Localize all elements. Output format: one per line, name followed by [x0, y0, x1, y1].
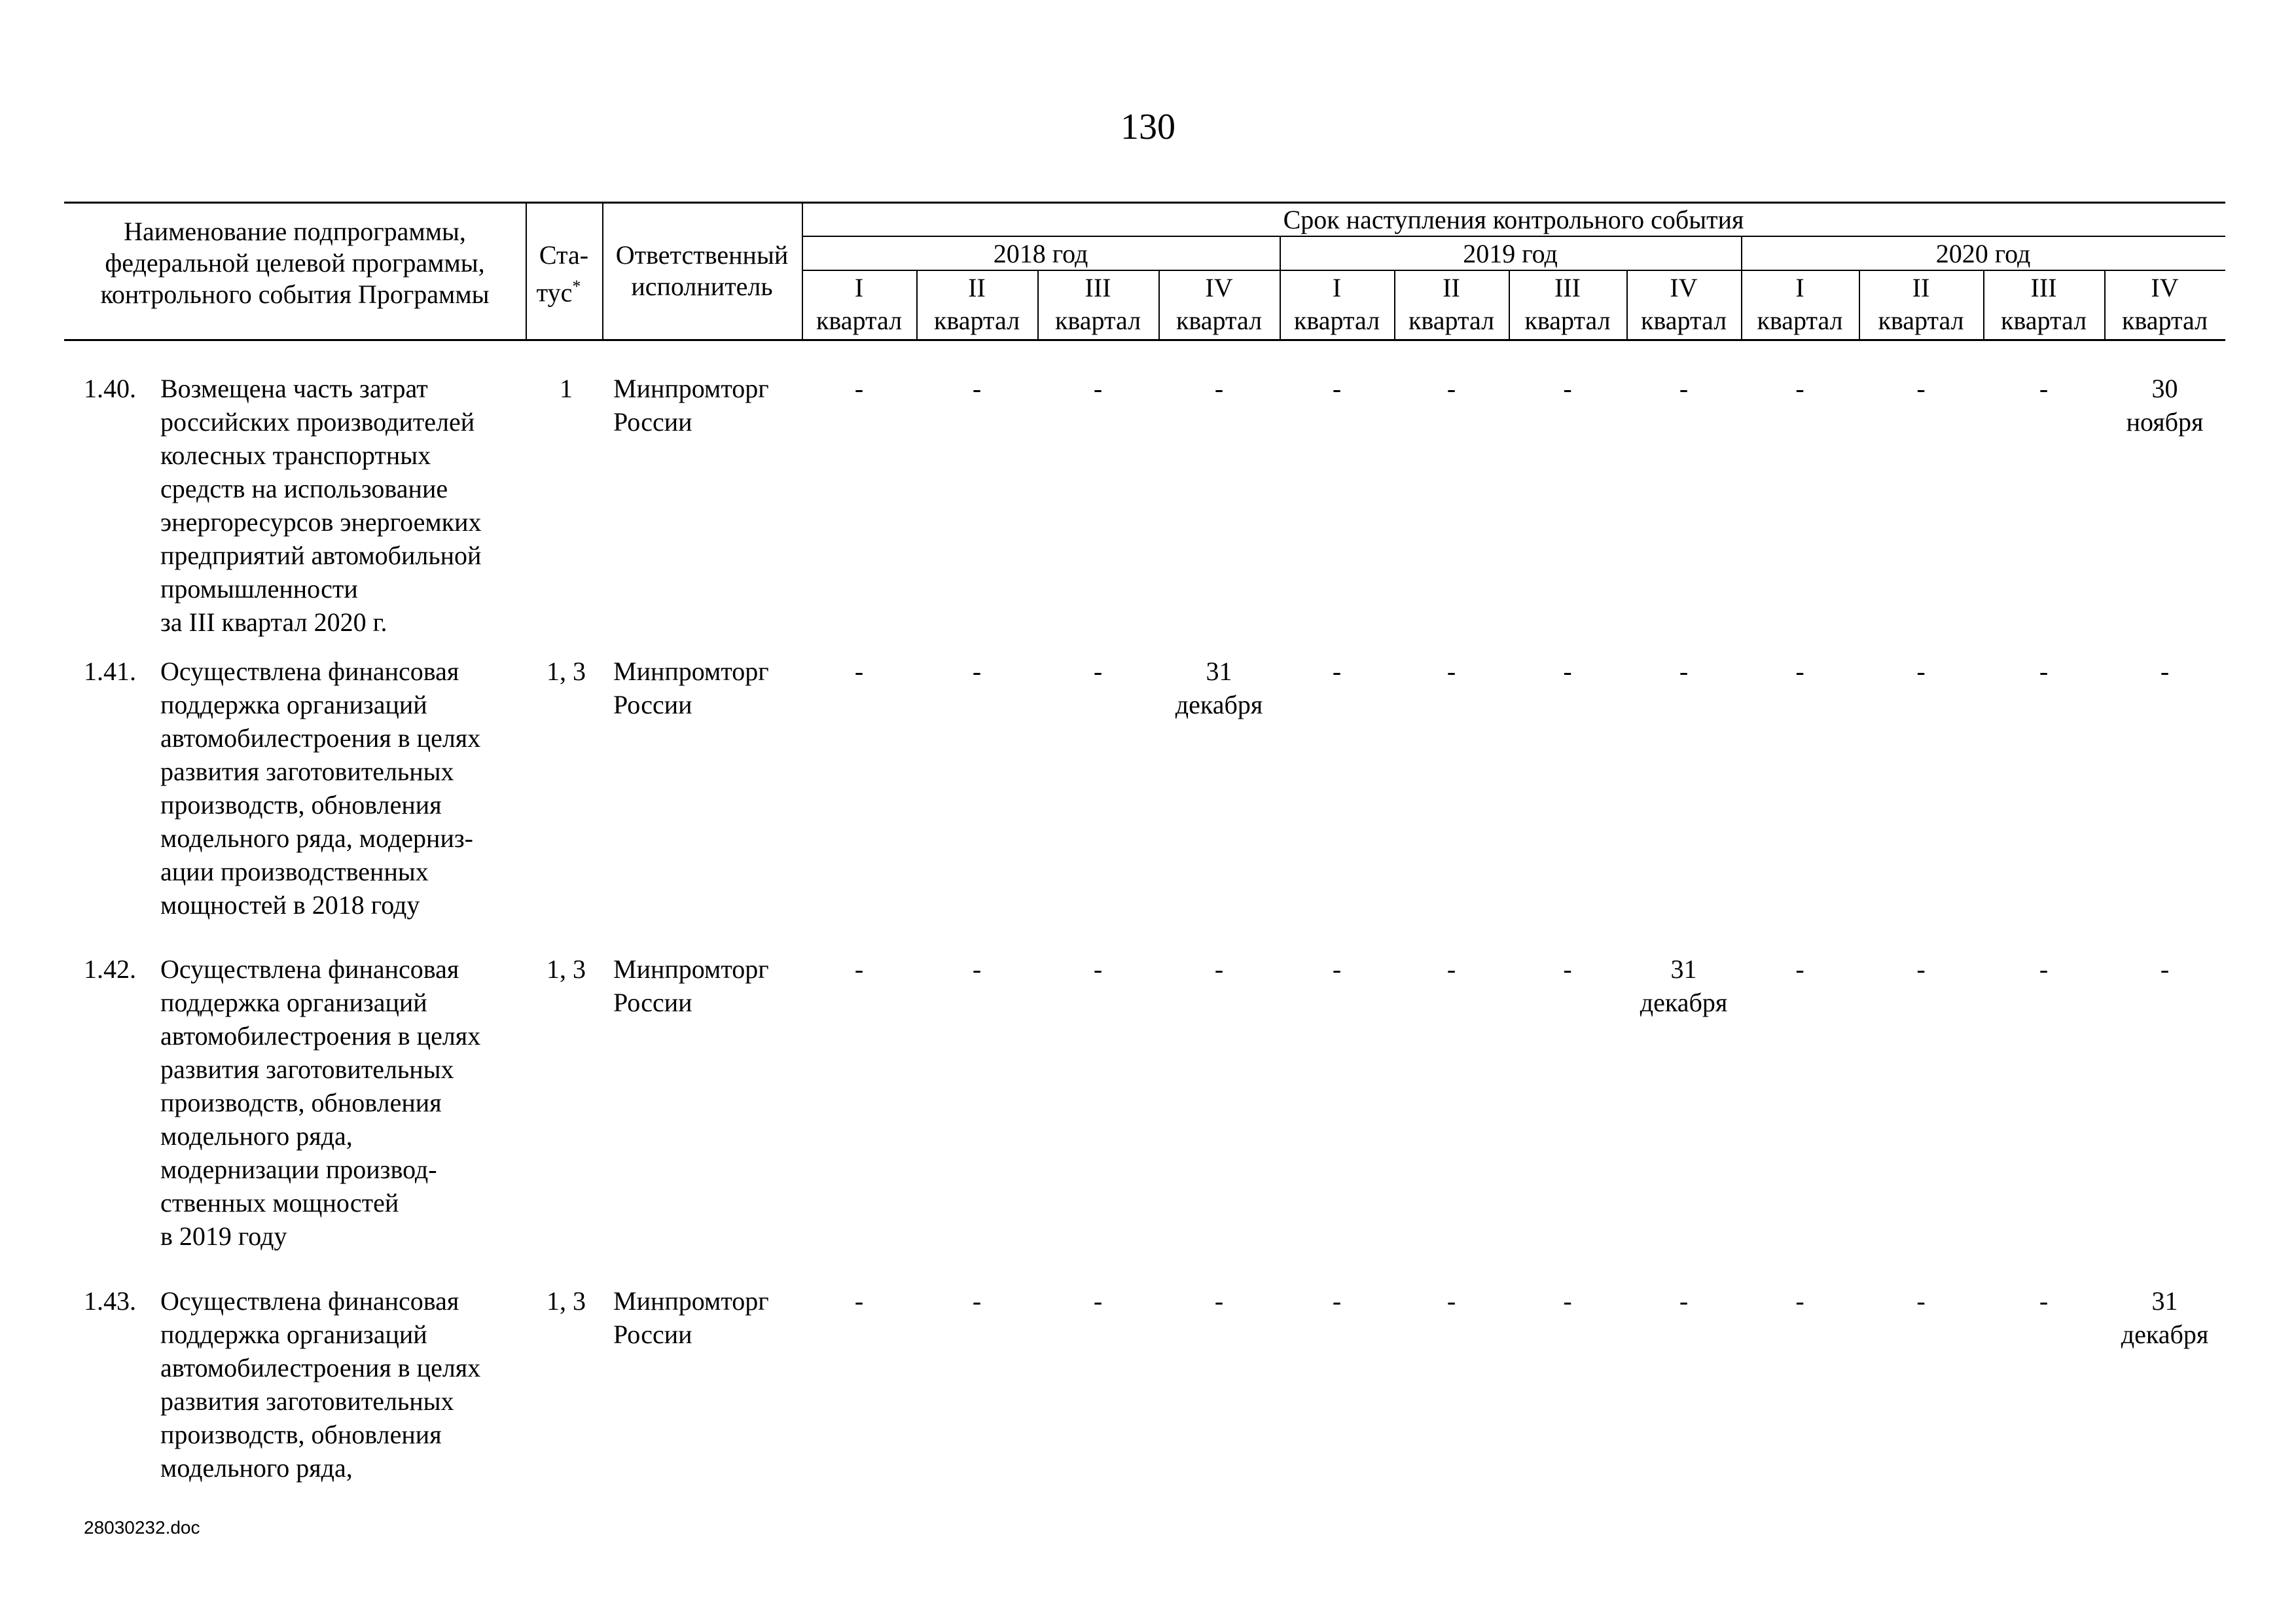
table-header — [0, 0, 2296, 353]
quarter-cell — [1509, 655, 1626, 688]
quarter-cell-line: - — [1332, 374, 1342, 403]
quarter-numeral: II — [968, 273, 986, 302]
event-title-line: поддержка организаций — [160, 1320, 427, 1349]
quarter-numeral: I — [1332, 273, 1342, 302]
event-title-line: автомобилестроения в целях — [160, 723, 481, 753]
quarter-cell-line: - — [854, 954, 864, 984]
quarter-cell — [2104, 372, 2225, 439]
table-header-bottom-rule — [64, 339, 2225, 341]
quarter-cell — [802, 952, 916, 986]
event-executor-line: России — [613, 407, 692, 437]
quarter-cell — [1626, 1284, 1741, 1318]
col-status-header: Ста- — [539, 240, 589, 270]
quarter-cell-line: декабря — [1175, 690, 1263, 719]
page-number: 130 — [1121, 107, 1175, 147]
quarter-cell-line: - — [1795, 954, 1804, 984]
quarter-cell-line: 30 — [2151, 374, 2178, 403]
quarter-cell-line: декабря — [1640, 988, 1728, 1017]
quarter-cell — [916, 952, 1037, 986]
event-title-line: автомобилестроения в целях — [160, 1021, 481, 1051]
quarter-cell — [1158, 372, 1280, 405]
event-title-line: развития заготовительных — [160, 1055, 454, 1084]
quarter-cell — [1509, 372, 1626, 405]
table-top-rule — [64, 202, 2225, 204]
event-title-line: российских производителей — [160, 407, 475, 437]
event-status: 1 — [560, 374, 573, 403]
quarter-label: квартал — [1054, 306, 1141, 335]
event-title-line: ации производственных — [160, 857, 429, 886]
quarter-cell — [1158, 952, 1280, 986]
quarter-cell — [1394, 372, 1509, 405]
quarter-cell — [1983, 1284, 2104, 1318]
quarter-cell — [1859, 655, 1983, 688]
quarter-cell-line: - — [1214, 1286, 1224, 1316]
col-status-header: тус* — [536, 277, 581, 308]
quarter-cell — [1741, 952, 1859, 986]
quarter-cell — [802, 655, 916, 688]
quarter-cell — [1280, 1284, 1394, 1318]
quarter-cell — [1037, 372, 1158, 405]
quarter-cell-line: - — [1214, 374, 1224, 403]
event-executor — [613, 952, 810, 1019]
quarter-cell-line: - — [1093, 1286, 1103, 1316]
quarter-cell-line: - — [1563, 1286, 1572, 1316]
quarter-numeral: III — [1554, 273, 1581, 302]
quarter-cell-line: - — [1332, 954, 1342, 984]
event-status: 1, 3 — [547, 954, 586, 984]
quarter-cell-line: - — [2039, 374, 2049, 403]
quarter-cell — [1509, 1284, 1626, 1318]
event-title-line: модернизации производ- — [160, 1155, 437, 1184]
quarter-cell — [1280, 655, 1394, 688]
event-title-line: поддержка организаций — [160, 690, 427, 719]
quarter-cell-line: - — [1563, 657, 1572, 686]
event-title-line: модельного ряда, — [160, 1453, 353, 1483]
event-title-line: в 2019 году — [160, 1221, 287, 1251]
quarter-label: квартал — [933, 306, 1020, 335]
event-executor-line: Минпромторг — [613, 374, 769, 403]
event-title-line: промышленности — [160, 574, 358, 604]
event-title — [160, 372, 514, 639]
event-title-line: Осуществлена финансовая — [160, 954, 459, 984]
quarter-cell-line: 31 — [1670, 954, 1697, 984]
quarter-cell — [1037, 952, 1158, 986]
quarter-cell-line: - — [1446, 1286, 1456, 1316]
quarter-label: квартал — [1524, 306, 1611, 335]
event-title-line: модельного ряда, — [160, 1121, 353, 1151]
quarter-label: квартал — [1408, 306, 1495, 335]
quarter-cell — [1626, 655, 1741, 688]
quarter-cell-line: - — [1093, 374, 1103, 403]
quarter-cell-line: - — [2160, 657, 2170, 686]
quarter-numeral: III — [1085, 273, 1111, 302]
period-group-header: Срок наступления контрольного события — [1283, 205, 1744, 234]
event-title-line: энергоресурсов энергоемких — [160, 507, 482, 537]
event-executor-line: Минпромторг — [613, 954, 769, 984]
quarter-cell-line: - — [1563, 374, 1572, 403]
period-group-rule — [802, 236, 2225, 237]
event-title — [160, 1284, 514, 1485]
quarter-cell — [2104, 655, 2225, 688]
quarter-cell-line: - — [1332, 1286, 1342, 1316]
quarter-cell — [1983, 655, 2104, 688]
event-executor-line: России — [613, 690, 692, 719]
quarter-numeral: IV — [1205, 273, 1233, 302]
quarter-cell — [1859, 372, 1983, 405]
year-header: 2020 год — [1935, 239, 2031, 268]
event-title-line: Возмещена часть затрат — [160, 374, 428, 403]
quarter-cell — [1394, 1284, 1509, 1318]
quarter-cell — [916, 655, 1037, 688]
quarter-numeral: IV — [1670, 273, 1698, 302]
quarter-cell — [1158, 655, 1280, 721]
quarter-cell — [1280, 952, 1394, 986]
quarter-numeral: II — [1443, 273, 1460, 302]
quarter-cell — [2104, 952, 2225, 986]
quarter-label: квартал — [2121, 306, 2208, 335]
quarter-cell — [802, 1284, 916, 1318]
quarter-cell-line: - — [972, 1286, 982, 1316]
quarter-label: квартал — [1878, 306, 1964, 335]
quarter-cell-line: - — [1795, 1286, 1804, 1316]
quarter-cell-line: - — [854, 1286, 864, 1316]
quarter-cell-line: - — [2039, 954, 2049, 984]
quarter-cell-line: - — [1679, 374, 1689, 403]
year-header: 2019 год — [1463, 239, 1558, 268]
event-number: 1.41. — [84, 657, 136, 686]
quarter-cell-line: - — [1093, 954, 1103, 984]
quarter-cell-line: - — [854, 374, 864, 403]
quarter-cell-line: - — [1795, 657, 1804, 686]
quarter-cell — [1741, 372, 1859, 405]
quarter-cell — [1983, 372, 2104, 405]
quarter-cell-line: - — [2039, 1286, 2049, 1316]
event-title-line: автомобилестроения в целях — [160, 1353, 481, 1382]
quarter-cell-line: - — [972, 954, 982, 984]
event-title-line: Осуществлена финансовая — [160, 1286, 459, 1316]
quarter-label: квартал — [1640, 306, 1727, 335]
quarter-cell-line: декабря — [2121, 1320, 2209, 1349]
quarter-cell-line: - — [2160, 954, 2170, 984]
event-executor-line: России — [613, 988, 692, 1017]
col-name-header: Наименование подпрограммы, — [124, 217, 466, 246]
quarter-label: квартал — [2000, 306, 2087, 335]
event-title-line: развития заготовительных — [160, 1386, 454, 1416]
quarter-cell-line: - — [1795, 374, 1804, 403]
document-filename: 28030232.doc — [84, 1517, 200, 1538]
quarter-label: квартал — [1757, 306, 1843, 335]
col-executor-header: Ответственный — [615, 240, 789, 270]
quarter-cell — [2104, 1284, 2225, 1351]
quarter-cell — [1394, 952, 1509, 986]
quarter-cell-line: - — [972, 657, 982, 686]
quarter-cell-line: - — [1214, 954, 1224, 984]
event-title-line: мощностей в 2018 году — [160, 890, 420, 920]
event-status: 1, 3 — [547, 1286, 586, 1316]
event-title-line: средств на использование — [160, 474, 448, 503]
event-title-line: колесных транспортных — [160, 441, 431, 470]
quarter-cell-line: - — [1563, 954, 1572, 984]
quarter-cell — [1280, 372, 1394, 405]
quarter-cell-line: - — [2039, 657, 2049, 686]
quarter-cell — [1983, 952, 2104, 986]
quarter-cell-line: ноября — [2126, 407, 2204, 437]
quarter-cell — [1158, 1284, 1280, 1318]
quarter-cell — [1741, 655, 1859, 688]
quarter-cell — [802, 372, 916, 405]
quarter-cell-line: - — [1446, 954, 1456, 984]
quarter-numeral: III — [2030, 273, 2057, 302]
event-title-line: Осуществлена финансовая — [160, 657, 459, 686]
event-number: 1.40. — [84, 374, 136, 403]
event-title — [160, 655, 514, 922]
quarter-cell-line: 31 — [2151, 1286, 2178, 1316]
footnote-mark: * — [572, 277, 581, 296]
event-executor-line: Минпромторг — [613, 657, 769, 686]
quarter-numeral: I — [854, 273, 864, 302]
event-title-line: за III квартал 2020 г. — [160, 607, 387, 637]
event-title-line: производств, обновления — [160, 1088, 442, 1117]
quarter-label: квартал — [1175, 306, 1263, 335]
quarter-label: квартал — [1293, 306, 1380, 335]
quarter-cell-line: - — [1916, 374, 1926, 403]
quarter-cell-line: - — [854, 657, 864, 686]
quarter-cell-line: 31 — [1206, 657, 1232, 686]
event-title-line: поддержка организаций — [160, 988, 427, 1017]
quarter-cell — [1394, 655, 1509, 688]
event-executor — [613, 372, 810, 439]
quarter-cell-line: - — [1679, 1286, 1689, 1316]
quarter-cell-line: - — [1446, 374, 1456, 403]
col-name-header: федеральной целевой программы, — [105, 248, 485, 278]
event-executor — [613, 655, 810, 721]
event-number: 1.42. — [84, 954, 136, 984]
quarter-cell — [1626, 952, 1741, 1019]
event-title-line: ственных мощностей — [160, 1188, 399, 1218]
event-title-line: модельного ряда, модерниз- — [160, 823, 473, 853]
quarter-cell-line: - — [1679, 657, 1689, 686]
quarter-cell-line: - — [1916, 1286, 1926, 1316]
event-executor-line: Минпромторг — [613, 1286, 769, 1316]
quarter-cell — [1037, 1284, 1158, 1318]
event-number: 1.43. — [84, 1286, 136, 1316]
quarter-cell — [1037, 655, 1158, 688]
col-name-header: контрольного события Программы — [100, 280, 490, 309]
quarter-cell — [1509, 952, 1626, 986]
quarter-numeral: IV — [2151, 273, 2179, 302]
event-status: 1, 3 — [547, 657, 586, 686]
event-title-line: предприятий автомобильной — [160, 541, 482, 570]
quarter-cell-line: - — [1446, 657, 1456, 686]
quarter-numeral: II — [1912, 273, 1930, 302]
event-title-line: развития заготовительных — [160, 757, 454, 786]
quarter-cell — [916, 372, 1037, 405]
event-title-line: производств, обновления — [160, 790, 442, 820]
event-executor — [613, 1284, 810, 1351]
year-header: 2018 год — [993, 239, 1088, 268]
quarter-cell — [1859, 952, 1983, 986]
year-rule — [802, 270, 2225, 271]
quarter-cell — [1626, 372, 1741, 405]
event-title — [160, 952, 514, 1253]
quarter-cell-line: - — [1093, 657, 1103, 686]
quarter-cell-line: - — [1916, 954, 1926, 984]
col-executor-header: исполнитель — [631, 272, 773, 301]
quarter-cell — [1859, 1284, 1983, 1318]
quarter-cell — [1741, 1284, 1859, 1318]
quarter-label: квартал — [816, 306, 903, 335]
event-executor-line: России — [613, 1320, 692, 1349]
quarter-cell-line: - — [1916, 657, 1926, 686]
quarter-cell-line: - — [1332, 657, 1342, 686]
event-title-line: производств, обновления — [160, 1420, 442, 1449]
quarter-numeral: I — [1795, 273, 1804, 302]
quarter-cell — [916, 1284, 1037, 1318]
quarter-cell-line: - — [972, 374, 982, 403]
